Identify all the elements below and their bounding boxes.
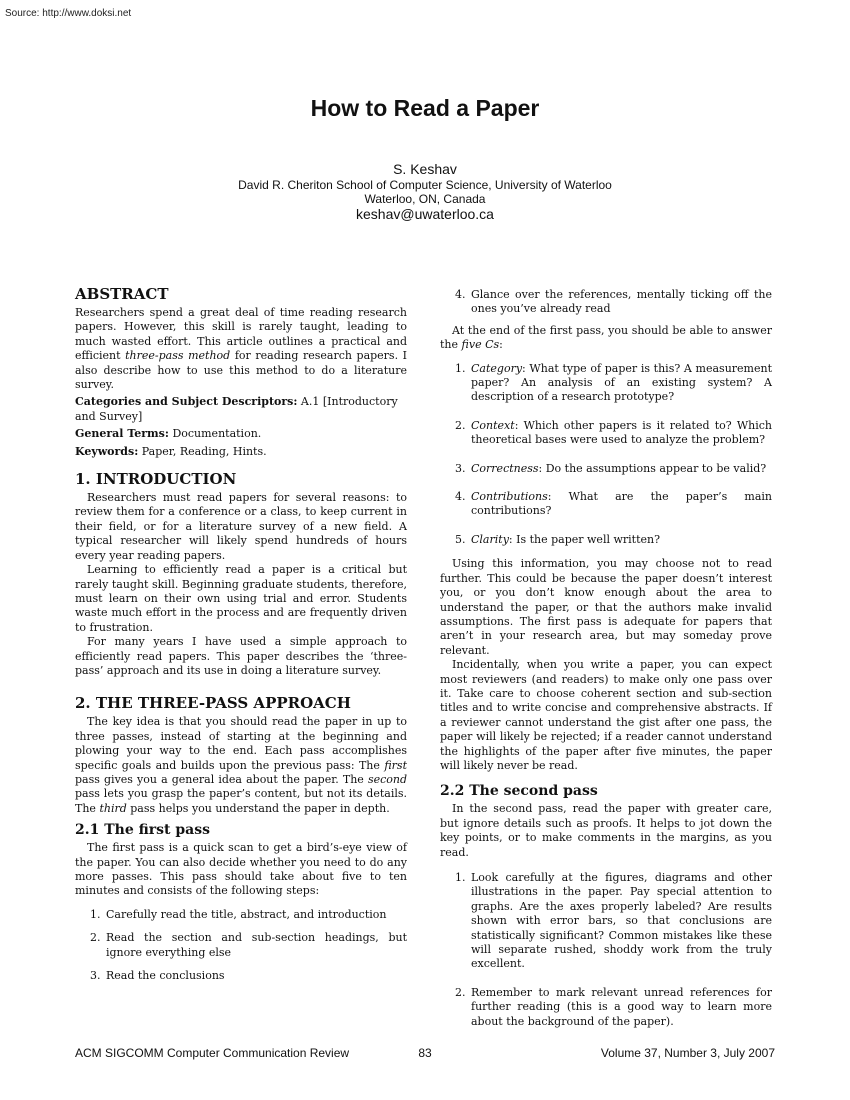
three-pass-heading: 2. THE THREE-PASS APPROACH [75, 694, 351, 713]
list-item: 5. Clarity: Is the paper well written? [455, 532, 660, 546]
author-affiliation: David R. Cheriton School of Computer Science, University of Waterloo [238, 178, 612, 192]
second-pass-steps [440, 871, 772, 1029]
five-cs-intro: At the end of the first pass, you should be able to answer the five Cs: [440, 323, 772, 352]
first-pass-steps-continued [440, 288, 772, 317]
second-pass-paragraph: In the second pass, read the paper with greater care, but ignore details such as proofs. It helps to jot down the key points, or to make comments in the margins, as you read. [440, 802, 772, 859]
three-pass-paragraph: The key idea is that you should read the paper in up to three passes, instead of starting at the beginning and plowing your way to the end. Each pass accomplishes specific goals and builds upon the previous pass: The first pass gives you a general idea about the paper. The second pass lets you grasp the paper’s content, but not its details. The third pass helps you understand the paper in depth. [75, 715, 408, 815]
author-name: S. Keshav [393, 161, 457, 177]
list-item: 1. Category: What type of paper is this? A measurement paper? An analysis of an existing system? A description of a research prototype? [455, 361, 772, 404]
intro-paragraph-2: Learning to efficiently read a paper is a critical but rarely taught skill. Beginning graduate students, therefore, must learn on their own using trial and error. Students waste much effort in the process and are frequently driven to frustration. [75, 563, 407, 634]
first-pass-paragraph: The first pass is a quick scan to get a bird’s-eye view of the paper. You can also decide whether you need to do any more passes. This pass should take about five to ten minutes and consists of the following steps: [75, 841, 407, 898]
footer-journal: ACM SIGCOMM Computer Communication Review [75, 1046, 350, 1060]
footer-volume: Volume 37, Number 3, July 2007 [600, 1046, 775, 1060]
first-pass-steps [75, 908, 407, 984]
abstract-text: Researchers spend a great deal of time reading research papers. However, this skill is rarely taught, leading to much wasted effort. This article outlines a practical and efficient three-pass method for reading research papers. I also describe how to use this method to do a literature survey. [75, 306, 408, 392]
first-pass-after-paragraph-2: Incidentally, when you write a paper, you can expect most reviewers (and readers) to make only one pass over it. Take care to choose coherent section and sub-section titles and to write concise and comprehensive abstracts. If a reviewer cannot understand the gist after one pass, the paper will likely be rejected; if a reader cannot understand the highlights of the paper after five minutes, the paper will likely never be read. [440, 658, 772, 772]
list-item: 1. Look carefully at the figures, diagrams and other illustrations in the paper. Pay special attention to graphs. Are the axes properly labeled? Are results shown with error bars, so that conclusions are statistically significant? Common mistakes like these will separate rushed, shoddy work from the truly excellent. [455, 871, 772, 971]
list-item: 4. Glance over the references, mentally ticking off the ones you’ve already read [455, 288, 772, 316]
list-item: 2. Remember to mark relevant unread references for further reading (this is a good way to learn more about the background of the paper). [455, 985, 772, 1028]
second-pass-heading: 2.2 The second pass [440, 783, 598, 800]
left-column [75, 285, 407, 983]
list-item: 2. Read the section and sub-section headings, but ignore everything else [90, 931, 407, 959]
intro-paragraph-1: Researchers must read papers for several reasons: to review them for a conference or a class, to keep current in their field, or for a literature survey of a new field. A typical researcher will likely spend hundreds of hours every year reading papers. [75, 491, 407, 562]
list-item: 3. Correctness: Do the assumptions appear to be valid? [455, 461, 767, 475]
abstract-heading: ABSTRACT [75, 285, 169, 303]
keywords: Keywords: Paper, Reading, Hints. [75, 444, 267, 458]
intro-heading: 1. INTRODUCTION [75, 470, 237, 489]
list-item: 1. Carefully read the title, abstract, and introduction [90, 907, 387, 921]
intro-paragraph-3: For many years I have used a simple approach to efficiently read papers. This paper describes the ‘three-pass’ approach and its use in doing a literature survey. [75, 635, 407, 677]
footer-page-number: 83 [418, 1046, 432, 1060]
list-item: 4. Contributions: What are the paper’s main contributions? [455, 490, 772, 518]
author-block [0, 161, 850, 223]
source-note: Source: http://www.doksi.net [5, 8, 132, 19]
first-pass-after-paragraph-1: Using this information, you may choose not to read further. This could be because the paper doesn’t interest you, or you don’t know enough about the area to understand the paper, or that the authors make invalid assumptions. The first pass is adequate for papers that aren’t in your research area, but may someday prove relevant. [440, 557, 772, 657]
list-item: 3. Read the conclusions [90, 969, 225, 983]
list-item: 2. Context: Which other papers is it related to? Which theoretical bases were used to analyze the problem? [455, 418, 772, 447]
first-pass-heading: 2.1 The first pass [75, 822, 211, 839]
categories: Categories and Subject Descriptors: A.1 [Introductory and Survey] [75, 395, 398, 423]
general-terms: General Terms: Documentation. [75, 427, 262, 441]
paper-title: How to Read a Paper [310, 95, 540, 121]
author-email: keshav@uwaterloo.ca [356, 206, 494, 222]
right-column [440, 285, 772, 1029]
author-location: Waterloo, ON, Canada [364, 192, 486, 206]
five-cs-list [440, 362, 772, 548]
